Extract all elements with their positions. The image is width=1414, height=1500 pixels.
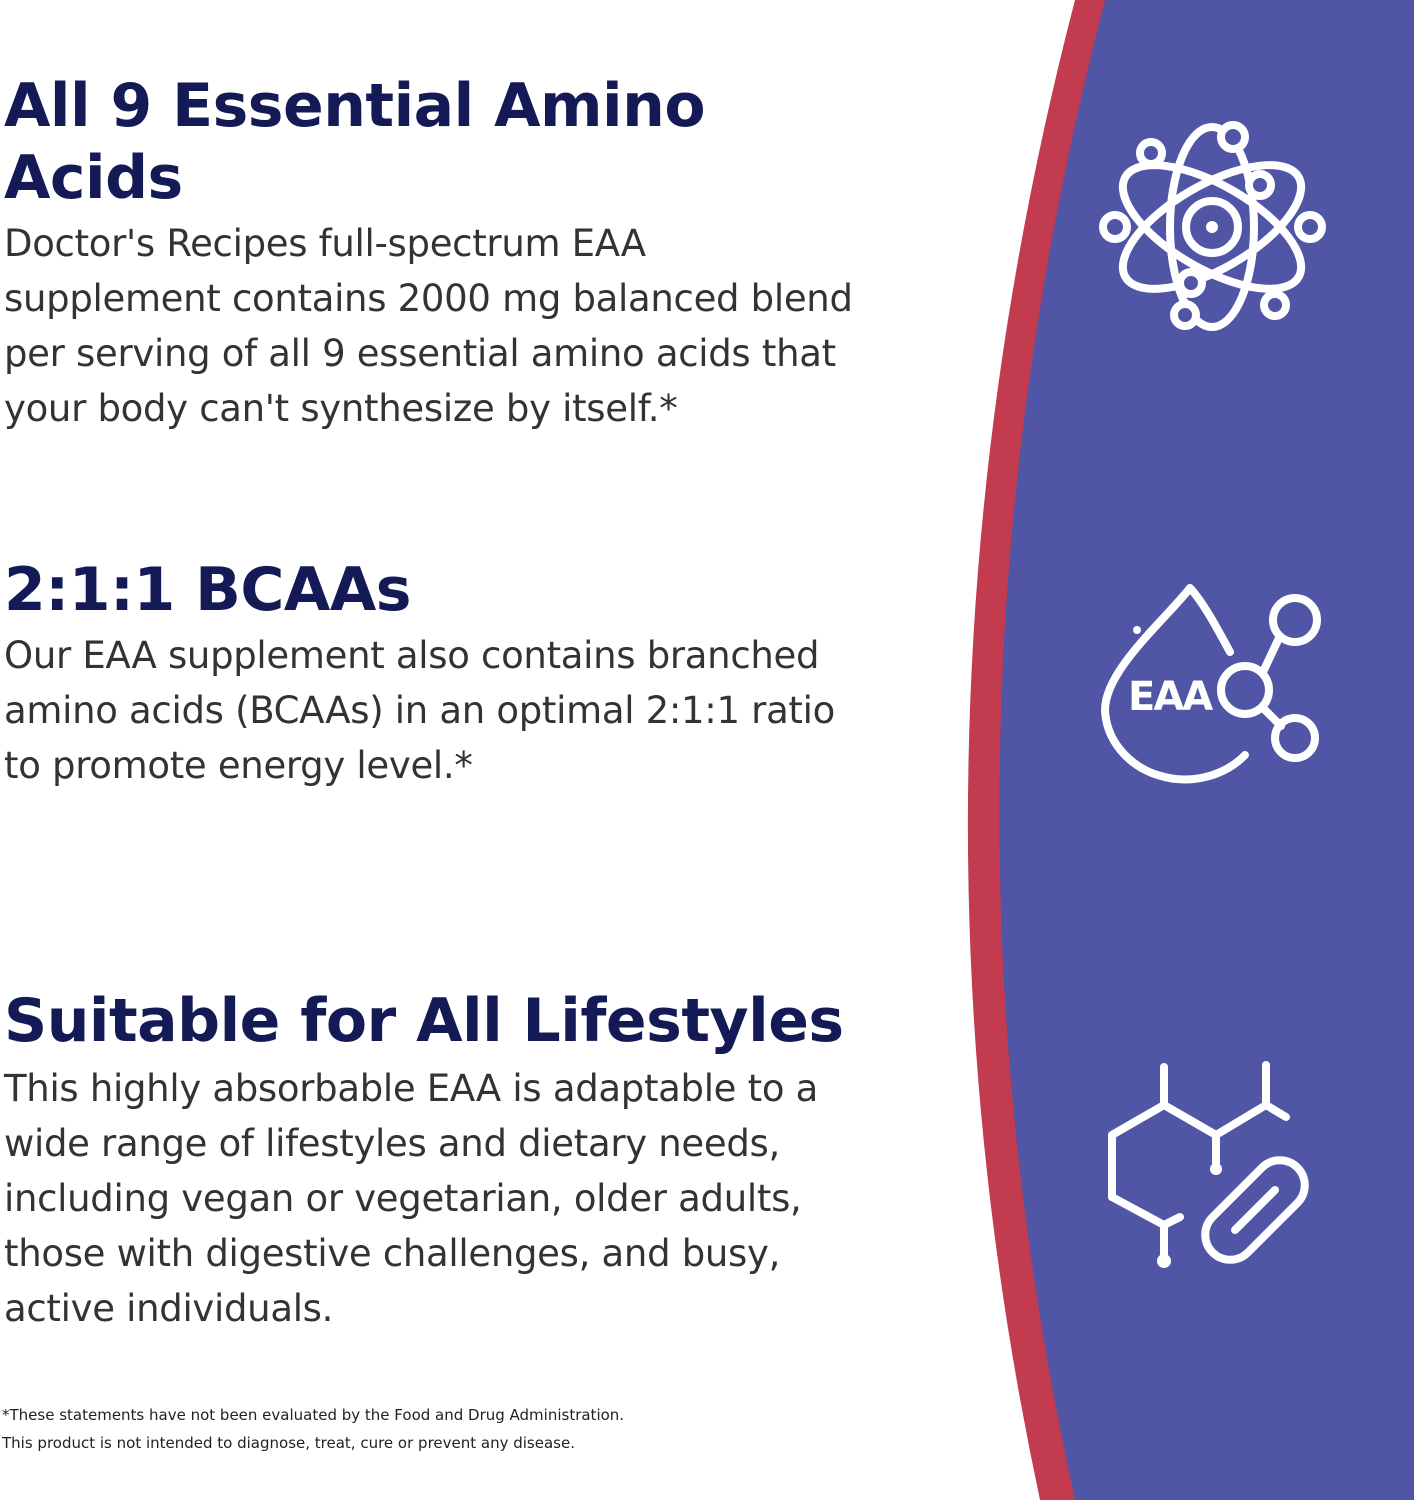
- section-lifestyles: [4, 985, 904, 1336]
- body-line: to promote energy level.*: [4, 744, 473, 787]
- body-line: per serving of all 9 essential amino acids that: [4, 332, 836, 375]
- section-title: Suitable for All Lifestyles: [4, 986, 844, 1056]
- molecule-capsule-icon: [1100, 1055, 1325, 1270]
- body-line: Doctor's Recipes full-spectrum EAA: [4, 222, 646, 265]
- eaa-icon-label: EAA: [1128, 674, 1212, 720]
- section-body: [4, 628, 904, 793]
- body-line: active individuals.: [4, 1287, 334, 1330]
- section-title: All 9 Essential Amino Acids: [4, 71, 706, 213]
- body-line: your body can't synthesize by itself.*: [4, 387, 678, 430]
- body-line: This highly absorbable EAA is adaptable to a: [4, 1067, 818, 1110]
- section-title: 2:1:1 BCAAs: [4, 555, 411, 625]
- section-essential-amino-acids: [4, 70, 904, 436]
- atom-icon: [1095, 115, 1330, 340]
- disclaimer-line-2: This product is not intended to diagnose, treat, cure or prevent any disease.: [2, 1434, 575, 1452]
- body-line: those with digestive challenges, and busy,: [4, 1232, 781, 1275]
- body-line: including vegan or vegetarian, older adults,: [4, 1177, 802, 1220]
- body-line: supplement contains 2000 mg balanced blend: [4, 277, 853, 320]
- section-bcaas: [4, 554, 904, 793]
- body-line: Our EAA supplement also contains branched: [4, 634, 820, 677]
- section-body: [4, 1061, 904, 1336]
- section-body: [4, 216, 904, 436]
- body-line: wide range of lifestyles and dietary needs,: [4, 1122, 780, 1165]
- disclaimer-line-1: *These statements have not been evaluated by the Food and Drug Administration.: [2, 1406, 625, 1424]
- body-line: amino acids (BCAAs) in an optimal 2:1:1 ratio: [4, 689, 835, 732]
- eaa-drop-molecule-icon: [1095, 580, 1330, 785]
